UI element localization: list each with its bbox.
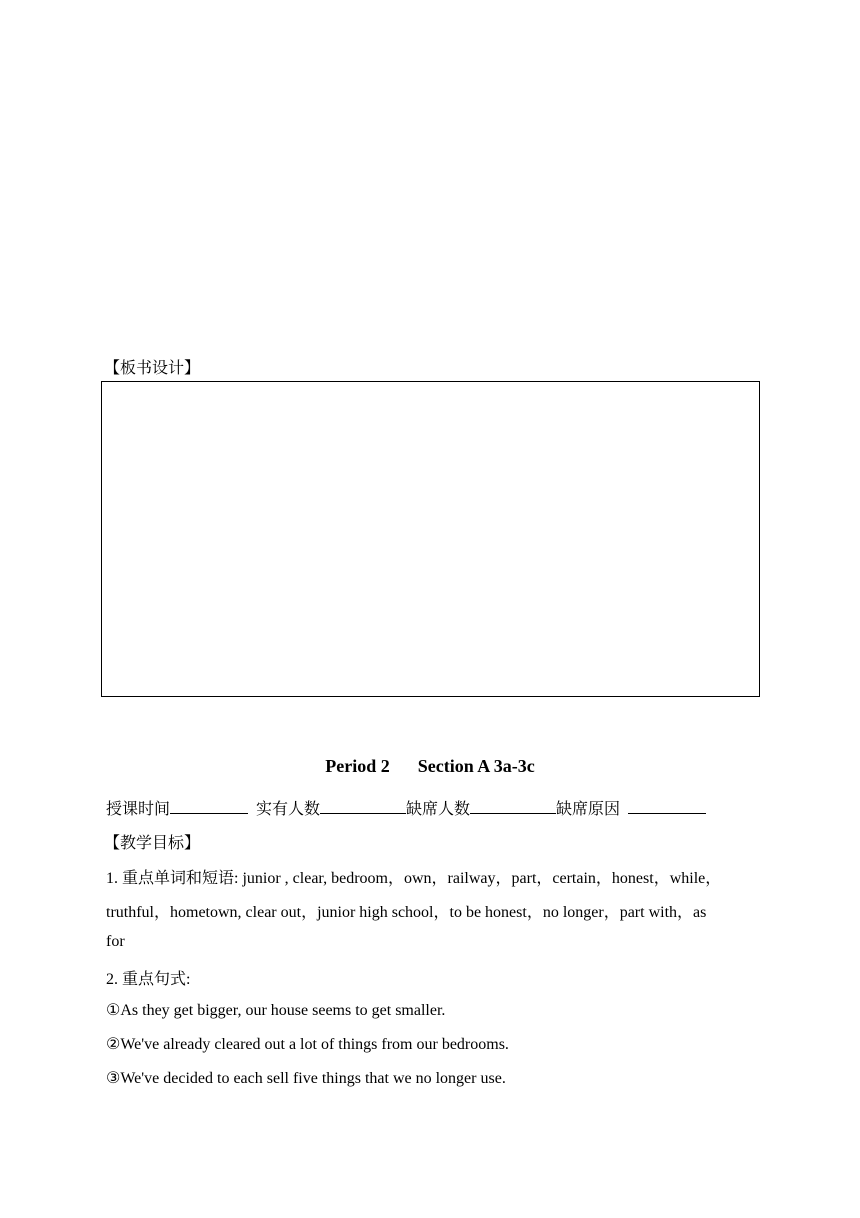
goal-item-2-label: 2. 重点句式:: [106, 971, 191, 988]
teaching-time-blank: [170, 798, 248, 814]
teaching-time-label: 授课时间: [106, 801, 171, 818]
key-sentence-3: ③We've decided to each sell five things that we no longer use.: [106, 1070, 506, 1087]
actual-count-label: 实有人数: [256, 801, 321, 818]
absent-count-blank: [470, 798, 556, 814]
goal-item-1-line-1: [106, 865, 721, 888]
actual-count-blank: [320, 798, 406, 814]
teaching-goals-heading: 【教学目标】: [104, 835, 201, 852]
key-sentence-1: ①As they get bigger, our house seems to get smaller.: [106, 1002, 446, 1019]
section-label: Section A 3a-3c: [417, 756, 535, 776]
absence-reason-label: 缺席原因: [556, 801, 621, 818]
key-sentence-2: ②We've already cleared out a lot of things from our bedrooms.: [106, 1036, 509, 1053]
goal-item-1-line-3: for: [106, 933, 125, 950]
absence-reason-blank: [628, 798, 706, 814]
goal-item-1-label: 1. 重点单词和短语:: [106, 870, 239, 887]
period-title: [0, 756, 860, 777]
goal-item-1-text-a: junior , clear, bedroom，own，railway，part，certain，honest，while，: [242, 870, 722, 887]
period-label: Period 2: [325, 756, 390, 776]
board-design-box: [101, 381, 760, 697]
attendance-line: [106, 796, 706, 819]
board-design-heading: 【板书设计】: [104, 360, 201, 377]
goal-item-1-line-2: truthful，hometown, clear out，junior high school，to be honest，no longer，part with，as: [106, 904, 707, 921]
absent-count-label: 缺席人数: [406, 801, 471, 818]
